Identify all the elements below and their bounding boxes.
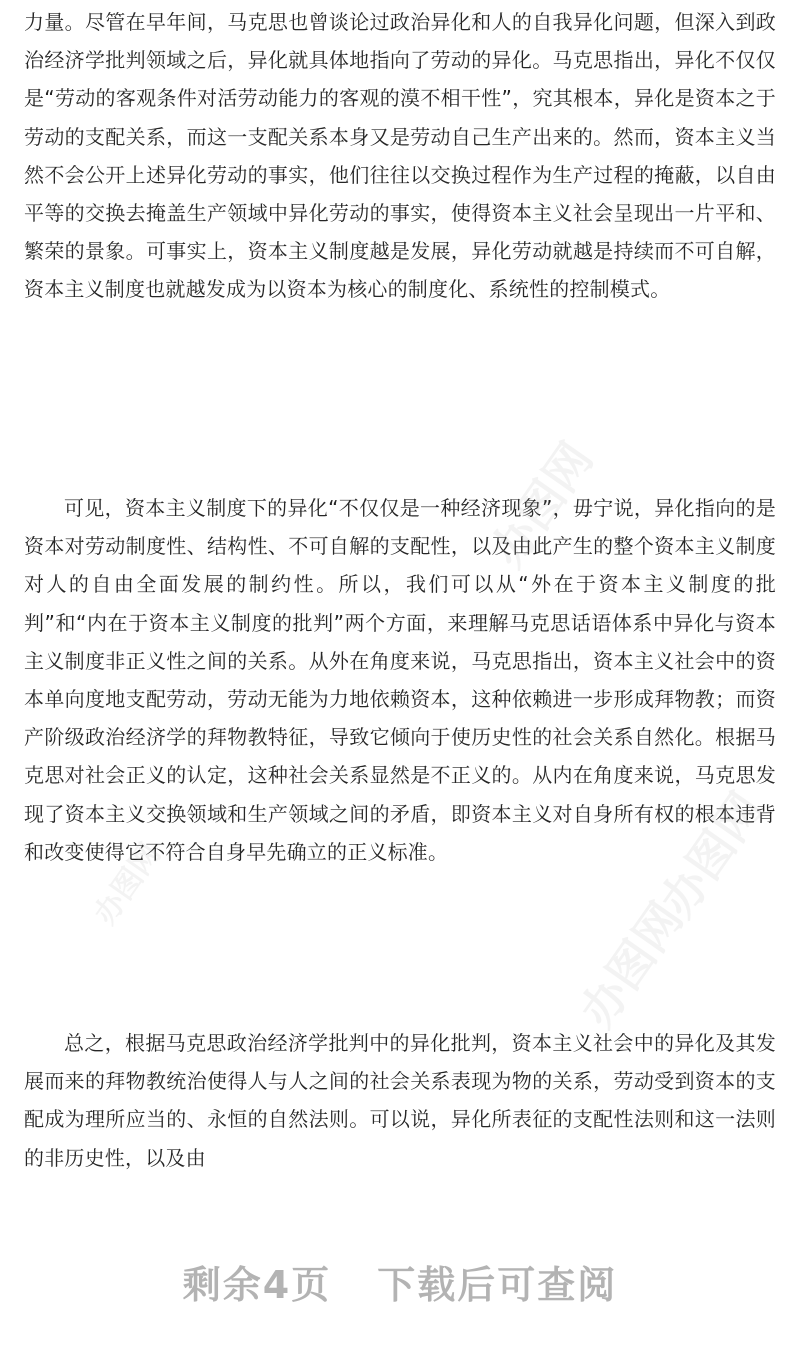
watermark: 办图网	[649, 782, 774, 927]
watermark: 办图网	[569, 892, 694, 1037]
paragraph-3: 总之，根据马克思政治经济学批判中的异化批判，资本主义社会中的异化及其发展而来的拜物教统治使得人与人之间的社会关系表现为物的关系，劳动受到资本的支配成为理所应当的、永恒的自然法则。可以说，异化所表征的支配性法则和这一法则的非历史性，以及由	[24, 1031, 776, 1170]
paragraph-1: 力量。尽管在早年间，马克思也曾谈论过政治异化和人的自我异化问题，但深入到政治经济学批判领域之后，异化就具体地指向了劳动的异化。马克思指出，异化不仅仅是“劳动的客观条件对活劳动能力的客观的漠不相干性”，究其根本，异化是资本之于劳动的支配关系，而这一支配关系本身又是劳动自己生产出来的。然而，资本主义当然不会公开上述异化劳动的事实，他们往往以交换过程作为生产过程的掩蔽，以自由平等的交换去掩盖生产领域中异化劳动的事实，使得资本主义社会呈现出一片平和、繁荣的景象。可事实上，资本主义制度越是发展，异化劳动就越是持续而不可自解，资本主义制度也就越发成为以资本为核心的制度化、系统性的控制模式。	[24, 10, 776, 302]
download-footer[interactable]	[0, 1254, 800, 1309]
watermark: 办图网	[87, 837, 169, 931]
remaining-pages-label: 剩余4页	[182, 1263, 332, 1307]
paragraph-2: 可见，资本主义制度下的异化“不仅仅是一种经济现象”，毋宁说，异化指向的是资本对劳动制度性、结构性、不可自解的支配性，以及由此产生的整个资本主义制度对人的自由全面发展的制约性。所以，我们可以从“外在于资本主义制度的批判”和“内在于资本主义制度的批判”两个方面，来理解马克思话语体系中异化与资本主义制度非正义性之间的关系。从外在角度来说，马克思指出，资本主义社会中的资本单向度地支配劳动，劳动无能为力地依赖资本，这种依赖进一步形成拜物教；而资产阶级政治经济学的拜物教特征，导致它倾向于使历史性的社会关系自然化。根据马克思对社会正义的认定，这种社会关系显然是不正义的。从内在角度来说，马克思发现了资本主义交换领域和生产领域之间的矛盾，即资本主义对自身所有权的根本违背和改变使得它不符合自身早先确立的正义标准。	[24, 496, 776, 864]
watermark: 办图网	[479, 432, 604, 577]
download-prompt-label[interactable]: 下载后可查阅	[377, 1263, 618, 1307]
